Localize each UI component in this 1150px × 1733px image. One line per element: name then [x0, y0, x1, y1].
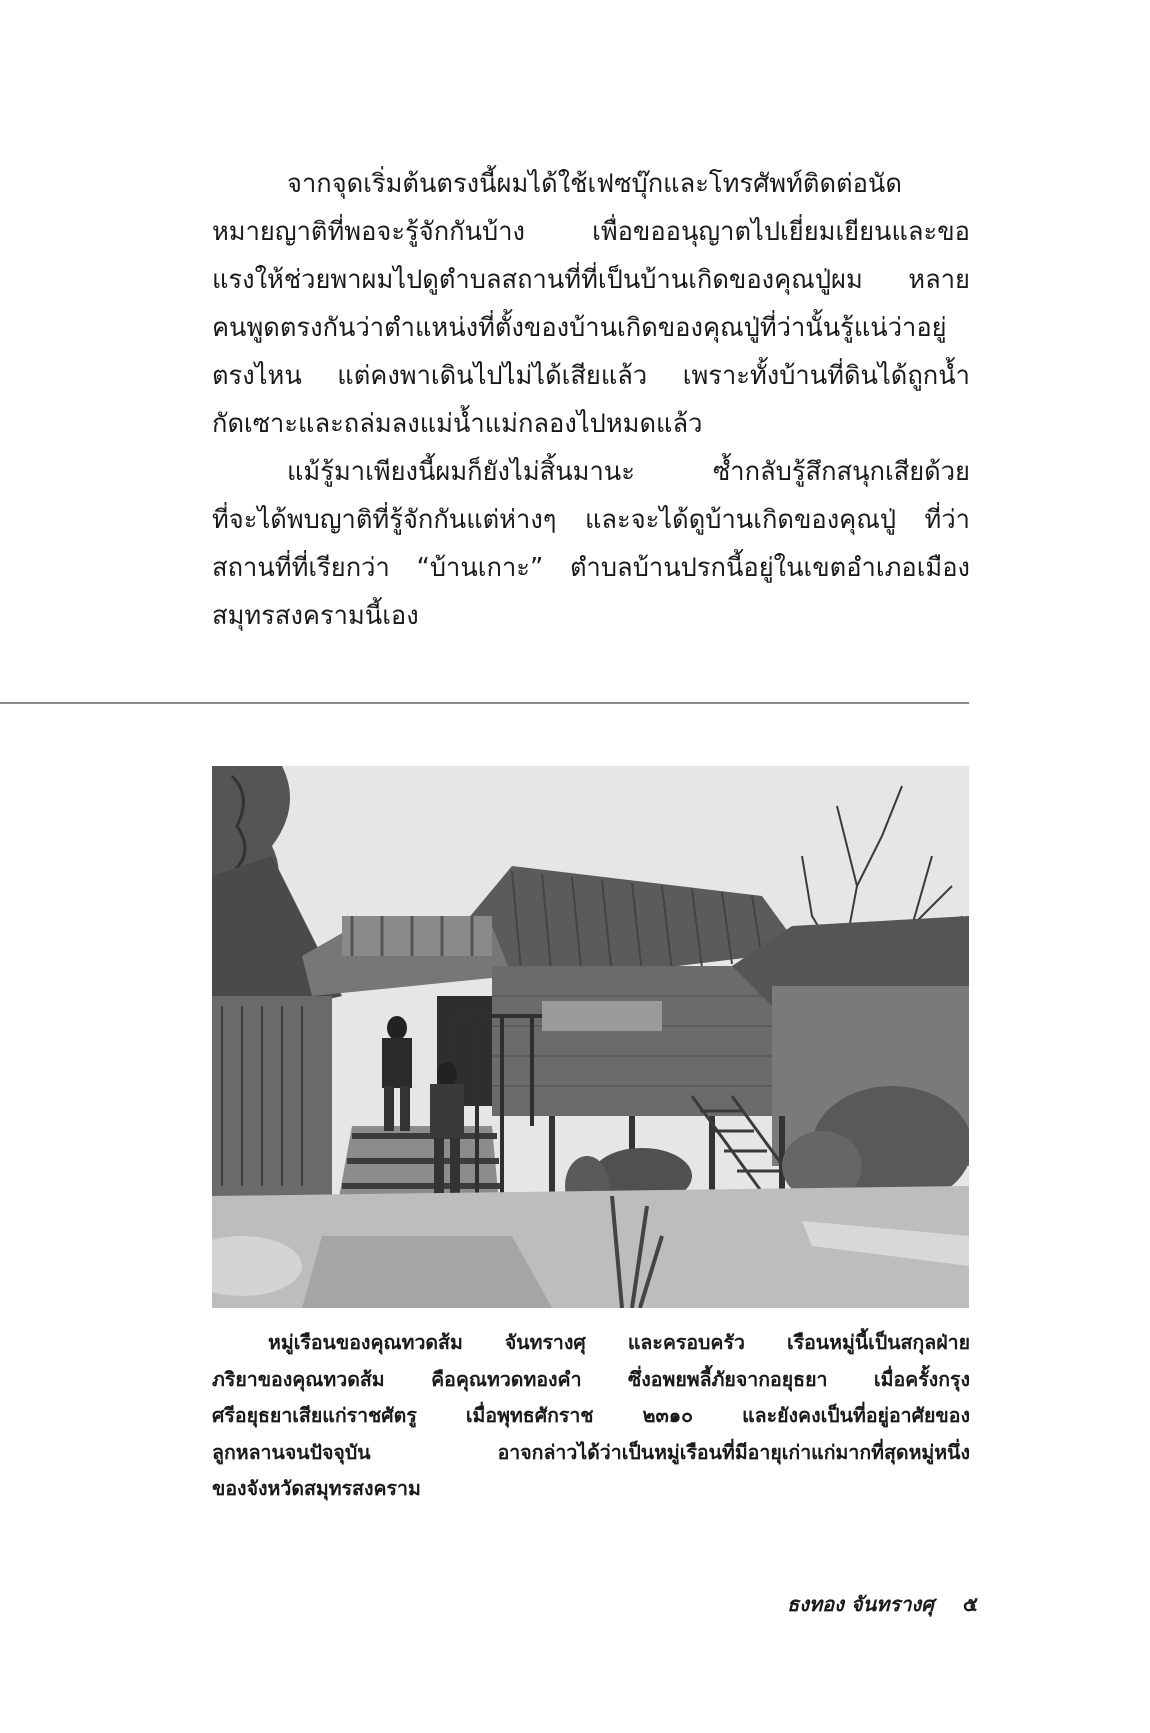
- horizontal-rule: [0, 702, 969, 704]
- paragraph-line: กัดเซาะและถล่มลงแม่น้ำแม่กลองไปหมดแล้ว: [212, 409, 703, 439]
- body-text: [212, 160, 970, 640]
- page-number: ๕: [962, 1592, 978, 1616]
- paragraph-line: แม้รู้มาเพียงนี้ผมก็ยังไม่สิ้นมานะ ซ้ำกลับรู้สึกสนุกเสียด้วย: [287, 457, 970, 487]
- page-footer: [787, 1588, 978, 1620]
- caption-line: ศรีอยุธยาเสียแก่ราชศัตรู เมื่อพุทธศักราช ๒๓๑๐ และยังคงเป็นที่อยู่อาศัยของ: [212, 1404, 970, 1427]
- paragraph-line: หมายญาติที่พอจะรู้จักกันบ้าง เพื่อขออนุญาตไปเยี่ยมเยียนและขอ: [212, 217, 970, 247]
- caption-line: หมู่เรือนของคุณทวดส้ม จันทรางศุ และครอบครัว เรือนหมู่นี้เป็นสกุลฝ่าย: [268, 1331, 970, 1354]
- photo-caption: [212, 1325, 970, 1508]
- house-photo: [212, 766, 969, 1308]
- paragraph-line: ที่จะได้พบญาติที่รู้จักกันแต่ห่างๆ และจะได้ดูบ้านเกิดของคุณปู่ ที่ว่า: [212, 505, 970, 535]
- paragraph-line: ตรงไหน แต่คงพาเดินไปไม่ได้เสียแล้ว เพราะทั้งบ้านที่ดินได้ถูกน้ำ: [212, 361, 970, 391]
- caption-line: ของจังหวัดสมุทรสงคราม: [212, 1477, 421, 1500]
- paragraph-line: สถานที่ที่เรียกว่า “บ้านเกาะ” ตำบลบ้านปรกนี้อยู่ในเขตอำเภอเมือง: [212, 553, 970, 583]
- paragraph-line: สมุทรสงครามนี้เอง: [212, 601, 419, 631]
- paragraph-line: คนพูดตรงกันว่าตำแหน่งที่ตั้งของบ้านเกิดของคุณปู่ที่ว่านั้นรู้แน่ว่าอยู่: [212, 313, 947, 343]
- caption-line: ลูกหลานจนปัจจุบัน อาจกล่าวได้ว่าเป็นหมู่เรือนที่มีอายุเก่าแก่มากที่สุดหมู่หนึ่ง: [212, 1440, 970, 1464]
- footer-author: ธงทอง จันทรางศุ: [786, 1592, 934, 1616]
- caption-line: ภริยาของคุณทวดส้ม คือคุณทวดทองคำ ซึ่งอพยพลี้ภัยจากอยุธยา เมื่อครั้งกรุง: [212, 1367, 970, 1391]
- paragraph-line: จากจุดเริ่มต้นตรงนี้ผมได้ใช้เฟซบุ๊กและโทรศัพท์ติดต่อนัด: [287, 169, 902, 199]
- paragraph-line: แรงให้ช่วยพาผมไปดูตำบลสถานที่ที่เป็นบ้านเกิดของคุณปู่ผม หลาย: [212, 265, 970, 295]
